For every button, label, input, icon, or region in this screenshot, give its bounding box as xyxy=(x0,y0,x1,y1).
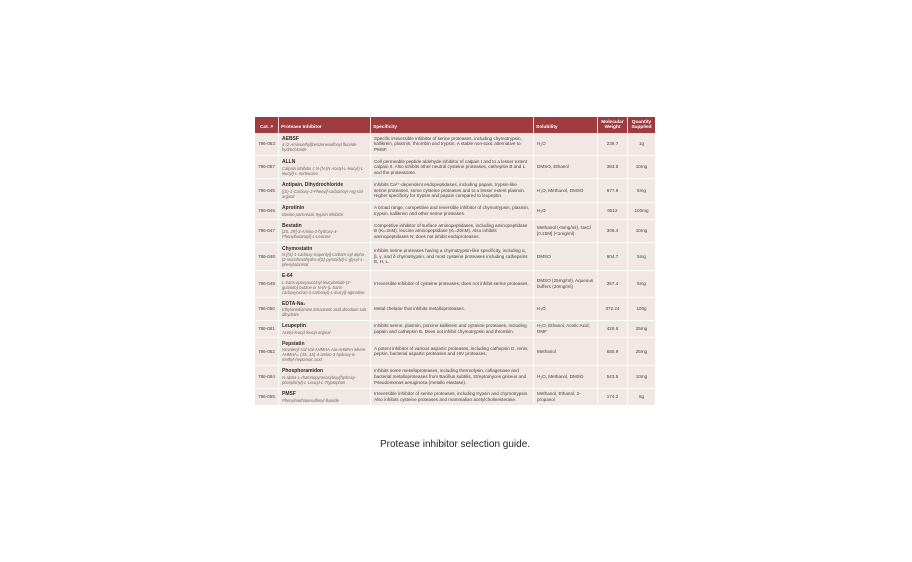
inhibitor-name-cell xyxy=(279,203,371,219)
catalog-number: 786-057 xyxy=(255,156,279,178)
quantity-supplied-value: 5g xyxy=(638,394,645,400)
inhibitor-name-cell xyxy=(279,366,371,388)
molecular-weight-value: 677.6 xyxy=(598,179,628,201)
inhibitor-chemical-name: Bovine pancreatic trypsin inhibitor xyxy=(282,211,344,217)
solubility-text: H₂O xyxy=(534,203,598,219)
table-row xyxy=(255,338,655,365)
table-caption: Protease inhibitor selection guide. xyxy=(379,439,531,450)
molecular-weight-value: 383.5 xyxy=(598,156,628,178)
molecular-weight-value: 6512 xyxy=(598,203,628,219)
table-row xyxy=(255,243,655,270)
inhibitor-chemical-name: Isovaleryl-Val-Val-AHMHA-Ala-AHMHA where AHMHA= (3S, 4S)-4-amino-3-hydroxy-6-methyl-heptanoic acid xyxy=(282,347,366,363)
solubility-text: DMSO, Ethanol xyxy=(534,156,598,178)
catalog-number: 786-046 xyxy=(255,203,279,219)
inhibitor-chemical-name: [(S)-1-Carboxy-2-Phenyl]-carbamoyl-Arg-Val-arginal xyxy=(282,188,364,199)
solubility-text: DMSO xyxy=(534,243,598,269)
header-protease-inhibitor: Protease Inhibitor xyxy=(279,117,371,133)
specificity-text: A broad range, competitive and reversible inhibitor of chymotrypsin, plasmin, trypsin, kallikrein and other serine proteases. xyxy=(371,203,534,219)
inhibitor-chemical-name: N-[(S)-1-carboxy-isopentyl]-carbam-oyl-alpha-(2-iminohexahydro-4(S)-pyrimidyl)-L-glycyl-L-phenylalaninal xyxy=(282,252,366,268)
inhibitor-chemical-name: Calpain inhibitor I; N-(N-(N-Acetyl-L-leucyl)-L-leucyl)-L-norleucine xyxy=(282,165,365,176)
header-molecular-weight: Molecular Weight xyxy=(598,117,628,133)
catalog-number: 786-055 xyxy=(255,389,279,405)
molecular-weight-value: 685.9 xyxy=(598,338,628,364)
table-row xyxy=(255,179,655,202)
table-row xyxy=(255,203,655,220)
solubility-text: H₂O, Methanol, DMSO xyxy=(534,366,598,388)
inhibitor-name: Pepstatin xyxy=(282,340,305,347)
molecular-weight-value: 357.4 xyxy=(598,271,628,297)
inhibitor-name-cell xyxy=(279,271,371,297)
catalog-number: 786-047 xyxy=(255,220,279,242)
header-solubility: Solubility xyxy=(534,117,598,133)
solubility-text: H₂O, Ethanol, Acetic Acid, DMF xyxy=(534,321,598,337)
inhibitor-chemical-name: Ethylenediamine tetraacetic acid disodium salt dihydrate xyxy=(282,307,366,318)
inhibitor-name-cell xyxy=(279,220,371,242)
specificity-text: A potent inhibitor of various aspartic proteases, including cathepsin D, renin, pepsin, bacterial aspartic proteases and HIV proteases. xyxy=(371,338,534,364)
catalog-number: 786-045 xyxy=(255,179,279,201)
table-row xyxy=(255,366,655,389)
inhibitor-chemical-name: Acetyl-leucyl-leucyl-arginal xyxy=(282,329,331,335)
solubility-text: Methanol (<5mg/ml), NaCl [0.15M] (<1mg/ml) xyxy=(534,220,598,242)
inhibitor-chemical-name: Phenylmethanesulfonyl fluoride xyxy=(282,397,339,403)
molecular-weight-value: 174.2 xyxy=(598,389,628,405)
inhibitor-name-cell xyxy=(279,298,371,319)
inhibitor-chemical-name: N-alpha-L-rhamnopyranosyloxy(hydroxy-phosphinyl)-L-Leucyl-L-Tryptophan xyxy=(282,374,357,385)
quantity-supplied-value: 25mg xyxy=(635,348,648,354)
molecular-weight-value: 543.5 xyxy=(598,366,628,388)
solubility-text: H₂O xyxy=(534,298,598,319)
specificity-text: Inhibits serine proteases having a chymotrypsin-like specificity, including α, β, γ, and δ chymotrypsin, and most cysteine proteases including cathepsins B, H, L. xyxy=(371,243,534,269)
specificity-text: Inhibits Ca²⁺-dependent endopeptidases, including papain, trypsin-like serine proteases, some cysteine proteases and to a lesser extent plasmin. Higher specificity for trypsin and papain compared to leupeptin. xyxy=(371,179,534,201)
solubility-text: H₂O, Methanol, DMSO xyxy=(534,179,598,201)
inhibitor-name-cell xyxy=(279,243,371,269)
quantity-supplied-value: 5mg xyxy=(637,187,646,193)
table-row xyxy=(255,133,655,156)
inhibitor-name: PMSF xyxy=(282,391,296,398)
solubility-text: Methanol xyxy=(534,338,598,364)
quantity-supplied-value: 100g xyxy=(636,306,647,312)
specificity-text: Inhibits some metalloproteases, including thermolysin, collagenase and bacterial metalloproteases from Bacillus subtilis, Streptomyces griseus and Pseudomonas aeruginosa (metallo elastase). xyxy=(371,366,534,388)
specificity-text: Competitive inhibitor of surface aminopeptidases, including aminopeptidase B (Kᵢ=2nM), leucine aminopeptidase (Kᵢ=20nM). Also inhibits aminopeptidases N; does not inhibit endoproteases. xyxy=(371,220,534,242)
header-specificity: Specificity xyxy=(371,117,534,133)
quantity-supplied-value: 100mg xyxy=(634,207,649,213)
molecular-weight-value: 604.7 xyxy=(598,243,628,269)
table-row xyxy=(255,321,655,338)
inhibitor-name: ALLN xyxy=(282,159,296,166)
table-header-row xyxy=(255,117,655,133)
inhibitor-name-cell xyxy=(279,179,371,201)
inhibitor-name: Bestatin xyxy=(282,222,302,229)
molecular-weight-value: 372.24 xyxy=(598,298,628,319)
quantity-supplied-value: 5mg xyxy=(637,253,646,259)
catalog-number: 786-054 xyxy=(255,366,279,388)
inhibitor-name-cell xyxy=(279,156,371,178)
solubility-text: DMSO (25mg/ml), Aqueous buffers (20mg/ml) xyxy=(534,271,598,297)
catalog-number: 786-051 xyxy=(255,321,279,337)
table-row xyxy=(255,156,655,179)
inhibitor-name: Aprotinin xyxy=(282,205,305,212)
table-body xyxy=(255,133,655,406)
inhibitor-name: AEBSF xyxy=(282,135,299,142)
specificity-text: Cell permeable peptide aldehyde inhibitor of calpain I and to a lesser extent calpain II. Also inhibits other neutral cysteine proteases, cathepsin B and L and the proteasome. xyxy=(371,156,534,178)
specificity-text: Specific irreversible inhibitor of serine proteases, including chymotrypsin, kallikrein, plasmin, thrombin and trypsin. A stable non-toxic alternative to PMSF. xyxy=(371,133,534,155)
table-row xyxy=(255,271,655,298)
header-cat-number: Cat. # xyxy=(255,117,279,133)
inhibitor-name: E-64 xyxy=(282,273,293,280)
solubility-text: H₂O xyxy=(534,133,598,155)
specificity-text: Inhibits serine, plasmin, porcine kallikrein and cysteine proteases, including papain and cathepsin B. Does not inhibit chymotrypsin and thrombin. xyxy=(371,321,534,337)
inhibitor-name: Phosphoramidon xyxy=(282,368,324,375)
quantity-supplied-value: 5mg xyxy=(637,281,646,287)
inhibitor-name: Leupeptin xyxy=(282,323,306,330)
catalog-number: 786-053 xyxy=(255,133,279,155)
molecular-weight-value: 308.4 xyxy=(598,220,628,242)
molecular-weight-value: 239.7 xyxy=(598,133,628,155)
specificity-text: Irreversible inhibitor of cysteine proteases; does not inhibit serine proteases. xyxy=(371,271,534,297)
inhibitor-chemical-name: L-trans-epoxysuccinyl-leucylamide-(4-guanido)-butane or N-(N-(L-trans-carboxyoxiran-2-carbonyl)-L-leucyl)-agmatine xyxy=(282,279,365,295)
quantity-supplied-value: 1g xyxy=(638,141,645,147)
inhibitor-chemical-name: [2S, 3R]-3-Amino-2-hydroxy-4-Phenylbutanoyl]-L-Leucine xyxy=(282,229,338,240)
quantity-supplied-value: 10mg xyxy=(635,164,648,170)
catalog-number: 786-049 xyxy=(255,271,279,297)
inhibitor-name: Chymostatin xyxy=(282,245,313,252)
table-row xyxy=(255,220,655,243)
catalog-number: 786-048 xyxy=(255,243,279,269)
specificity-text: Metal chelator that inhibits metalloproteases. xyxy=(371,298,534,319)
catalog-number: 786-052 xyxy=(255,338,279,364)
inhibitor-name-cell xyxy=(279,133,371,155)
protease-inhibitor-table xyxy=(255,117,655,406)
solubility-text: Methanol, Ethanol, 2-propanol xyxy=(534,389,598,405)
specificity-text: Irreversible inhibitor of serine proteases, including trypsin and chymotrypsin. Also inhibits cysteine proteases and mammalian acetylcholinesterase. xyxy=(371,389,534,405)
catalog-number: 786-050 xyxy=(255,298,279,319)
inhibitor-name: Antipain, Dihydrochloride xyxy=(282,182,344,189)
inhibitor-chemical-name: 4-(2-Aminoethyl)benzenesulfonyl fluoride hydrochloride xyxy=(282,142,357,153)
quantity-supplied-value: 25mg xyxy=(635,326,648,332)
header-quantity-supplied: Quantity Supplied xyxy=(631,119,652,131)
molecular-weight-value: 426.6 xyxy=(598,321,628,337)
inhibitor-name-cell xyxy=(279,321,371,337)
inhibitor-name: EDTA-Na₂ xyxy=(282,300,306,307)
inhibitor-name-cell xyxy=(279,338,371,364)
quantity-supplied-value: 10mg xyxy=(635,373,648,379)
table-row xyxy=(255,389,655,406)
table-row xyxy=(255,298,655,320)
inhibitor-name-cell xyxy=(279,389,371,405)
quantity-supplied-value: 10mg xyxy=(635,228,648,234)
